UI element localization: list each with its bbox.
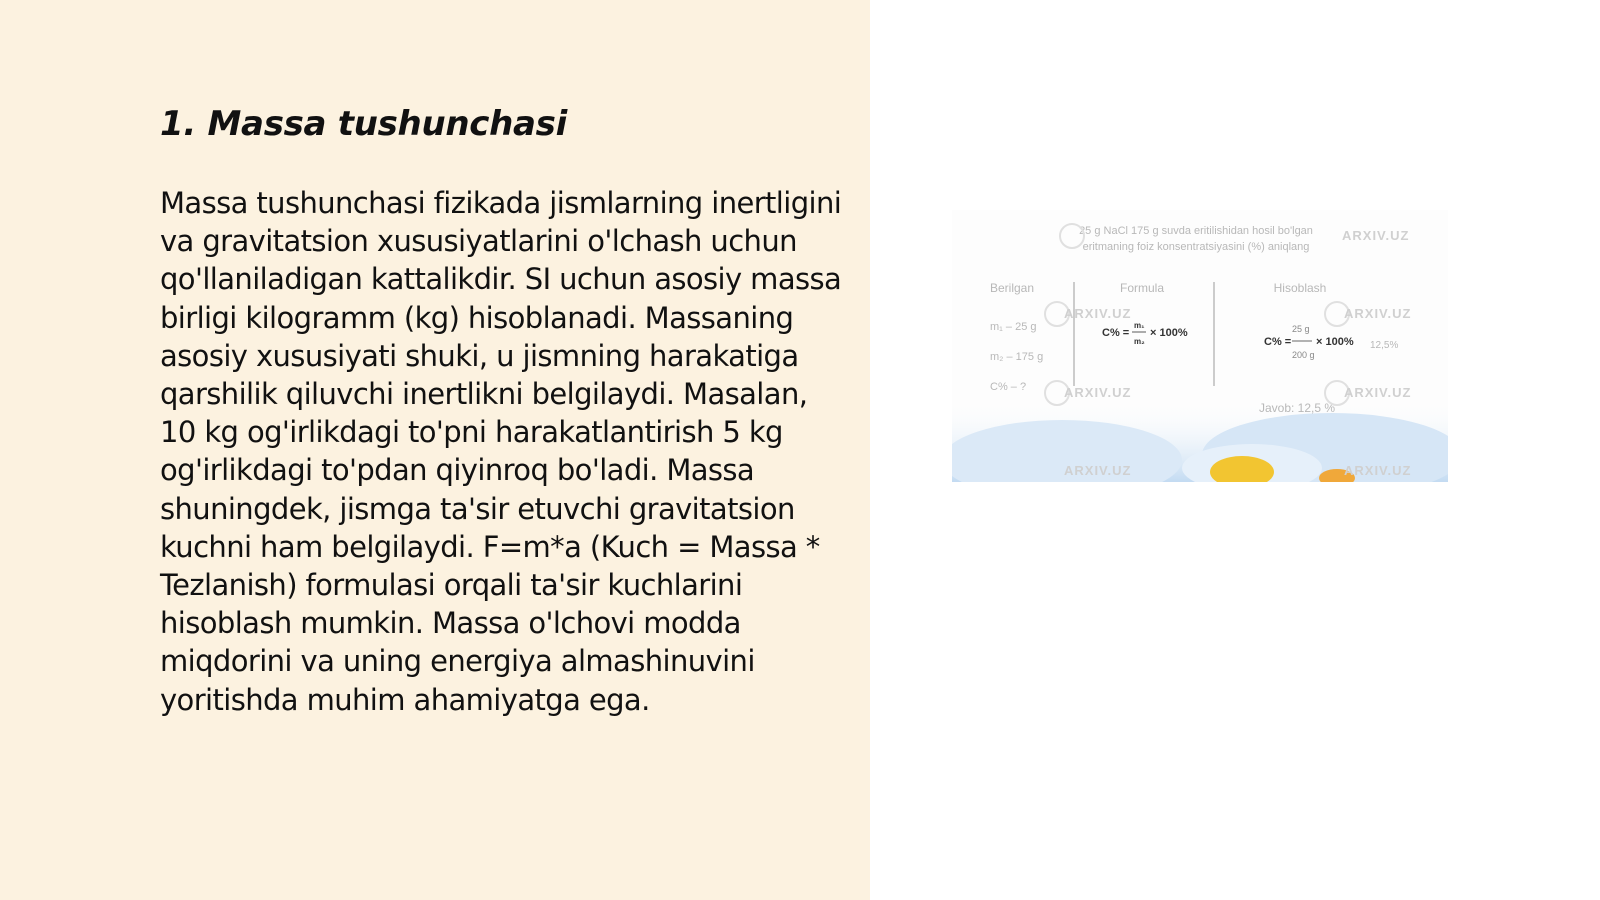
slide-body-text: Massa tushunchasi fizikada jismlarning inertligini va gravitatsion xususiyatlarini o'lchash uchun qo'llaniladigan kattalikdir. SI uchun asosiy massa birligi kilogramm (kg) hisoblanadi. Massaning asosiy xususiyati shuki, u jismning harakatiga qarshilik qiluvchi inertlikni belgilaydi. Masalan, 10 kg og'irlikdagi to'pni harakatlantirish 5 kg og'irlikdagi to'pdan qiyinroq bo'ladi. Massa shuningdek, jismga ta'sir etuvchi gravitatsion kuchni ham belgilaydi. F=m*a (Kuch = Massa * Tezlanish) formulasi orqali ta'sir kuchlarini hisoblash mumkin. Massa o'lchovi modda miqdorini va uning energiya almashinuvini yoritishda muhim ahamiyatga ega. bbox=[160, 186, 842, 717]
column-header-solution: Hisoblash bbox=[1273, 281, 1327, 295]
given-m2: m₂ – 175 g bbox=[990, 351, 1044, 363]
watermark: ARXIV.UZ bbox=[1342, 228, 1410, 243]
calc-rhs: × 100% bbox=[1316, 336, 1354, 348]
chemistry-problem-image bbox=[952, 210, 1448, 482]
problem-illustration bbox=[952, 210, 1448, 482]
formula-numerator: m₁ bbox=[1134, 321, 1145, 330]
watermark: ARXIV.UZ bbox=[1064, 463, 1132, 478]
formula-lhs: C% = bbox=[1102, 327, 1130, 339]
formula-denominator: m₂ bbox=[1134, 337, 1145, 346]
given-m1: m₁ – 25 g bbox=[990, 321, 1037, 333]
problem-text-line2: eritmaning foiz konsentratsiyasini (%) aniqlang bbox=[1082, 241, 1310, 253]
slide-title: 1. Massa tushunchasi bbox=[160, 104, 567, 144]
watermark: ARXIV.UZ bbox=[1064, 385, 1132, 400]
calc-denominator: 200 g bbox=[1292, 350, 1315, 360]
problem-text-line1: 25 g NaCl 175 g suvda eritilishidan hosil bo'lgan bbox=[1079, 225, 1313, 237]
watermark: ARXIV.UZ bbox=[1344, 463, 1412, 478]
column-header-given: Berilgan bbox=[989, 281, 1035, 295]
calc-numerator: 25 g bbox=[1292, 324, 1310, 334]
column-header-formula: Formula bbox=[1119, 281, 1165, 295]
given-c: C% – ? bbox=[990, 381, 1027, 393]
watermark: ARXIV.UZ bbox=[1064, 306, 1132, 321]
answer-text: Javob: 12,5 % bbox=[1258, 401, 1336, 415]
watermark: ARXIV.UZ bbox=[1344, 385, 1412, 400]
calc-lhs: C% = bbox=[1264, 336, 1292, 348]
formula-rhs: × 100% bbox=[1150, 327, 1188, 339]
watermark: ARXIV.UZ bbox=[1344, 306, 1412, 321]
calc-result: 12,5% bbox=[1370, 340, 1399, 351]
